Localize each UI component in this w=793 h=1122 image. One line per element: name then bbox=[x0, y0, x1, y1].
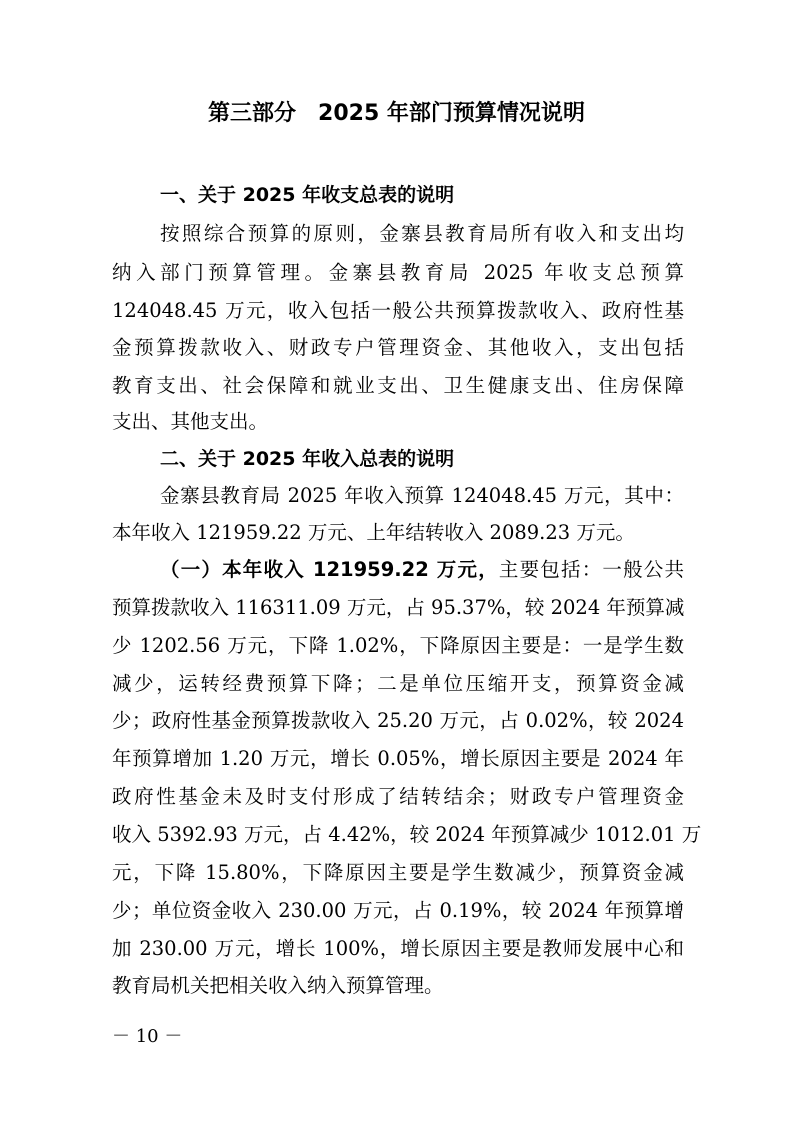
page-number: － 10 － bbox=[112, 1026, 183, 1047]
subsection-1-lead bbox=[160, 554, 684, 582]
paragraph-line: 少；单位资金收入 230.00 万元，占 0.19%，较 2024 年预算增 bbox=[112, 899, 684, 922]
paragraph-line: 按照综合预算的原则，金寨县教育局所有收入和支出均 bbox=[160, 222, 684, 245]
paragraph-line: 政府性基金未及时支付形成了结转结余；财政专户管理资金 bbox=[112, 785, 684, 808]
paragraph-line: 本年收入 121959.22 万元、上年结转收入 2089.23 万元。 bbox=[112, 521, 635, 544]
paragraph-line: 金寨县教育局 2025 年收入预算 124048.45 万元，其中： bbox=[160, 484, 684, 507]
paragraph-line: 元，下降 15.80%，下降原因主要是学生数减少，预算资金减 bbox=[112, 861, 684, 884]
paragraph-line: 纳入部门预算管理。金寨县教育局 2025 年收支总预算 bbox=[112, 261, 684, 284]
paragraph-line: 支出、其他支出。 bbox=[112, 410, 269, 433]
paragraph-line: 收入 5392.93 万元，占 4.42%，较 2024 年预算减少 1012.01 万 bbox=[112, 823, 702, 846]
page-title: 第三部分 2025 年部门预算情况说明 bbox=[208, 101, 585, 126]
paragraph-line: 年预算增加 1.20 万元，增长 0.05%，增长原因主要是 2024 年 bbox=[112, 747, 684, 770]
paragraph-line: 少；政府性基金预算拨款收入 25.20 万元，占 0.02%，较 2024 bbox=[112, 709, 684, 732]
paragraph-line: 教育支出、社会保障和就业支出、卫生健康支出、住房保障 bbox=[112, 374, 684, 397]
paragraph-line: 124048.45 万元，收入包括一般公共预算拨款收入、政府性基 bbox=[112, 299, 684, 322]
paragraph-line: 金预算拨款收入、财政专户管理资金、其他收入，支出包括 bbox=[112, 336, 684, 359]
section-1-heading: 一、关于 2025 年收支总表的说明 bbox=[160, 184, 455, 206]
paragraph-line: 加 230.00 万元，增长 100%，增长原因主要是教师发展中心和 bbox=[112, 937, 684, 960]
paragraph-line: 教育局机关把相关收入纳入预算管理。 bbox=[112, 974, 444, 997]
subsection-1-bold: （一）本年收入 121959.22 万元， bbox=[160, 558, 499, 581]
section-2-heading: 二、关于 2025 年收入总表的说明 bbox=[160, 448, 455, 470]
paragraph-line: 减少，运转经费预算下降；二是单位压缩开支，预算资金减 bbox=[112, 672, 684, 695]
subsection-1-lead-text: 主要包括：一般公共 bbox=[498, 558, 684, 581]
paragraph-line: 少 1202.56 万元，下降 1.02%，下降原因主要是：一是学生数 bbox=[112, 634, 684, 657]
paragraph-line: 预算拨款收入 116311.09 万元，占 95.37%，较 2024 年预算减 bbox=[112, 596, 685, 619]
